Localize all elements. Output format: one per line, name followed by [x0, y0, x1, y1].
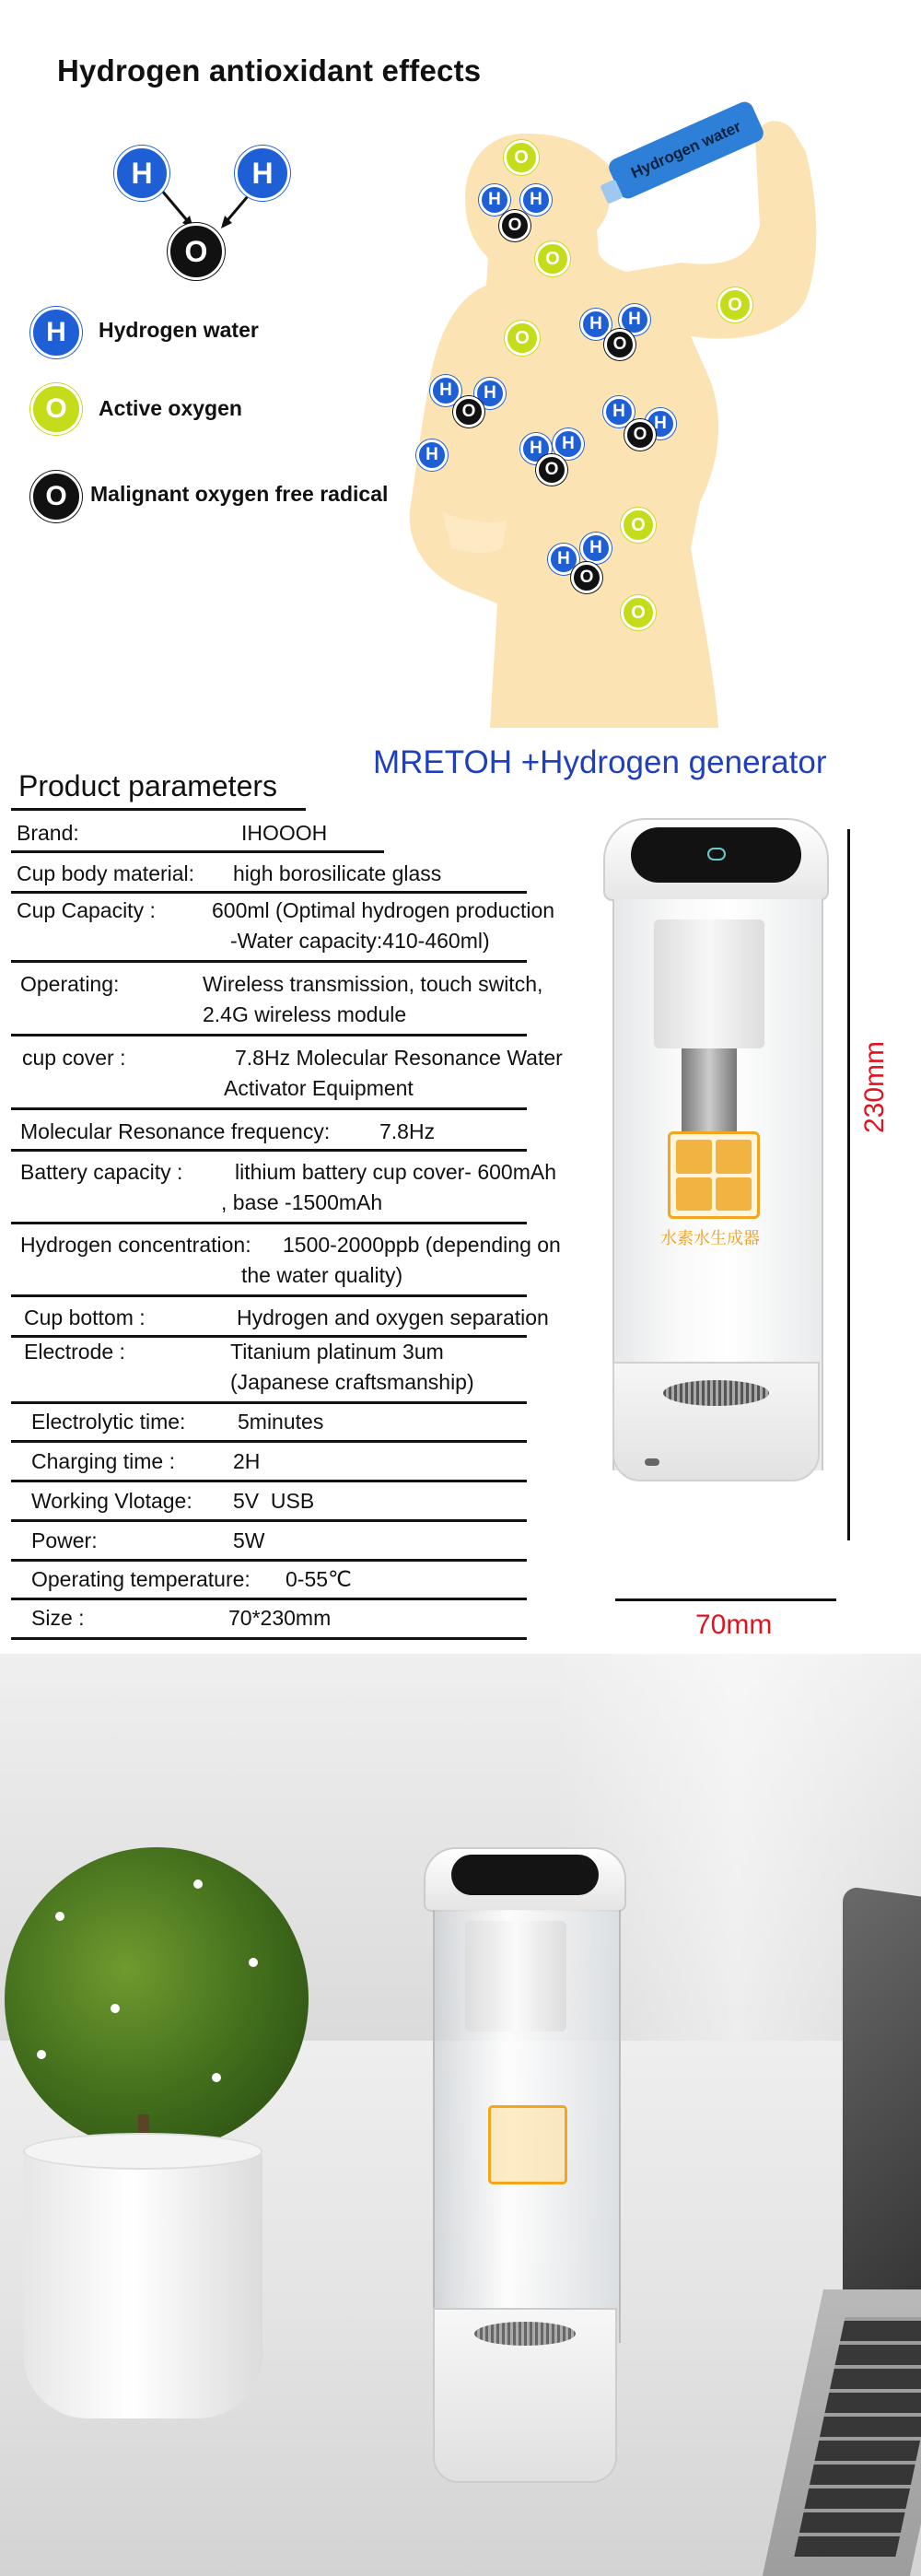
hydrogen-atom: H: [580, 533, 612, 564]
row-divider: [11, 1637, 527, 1640]
lifestyle-photo: [0, 1654, 921, 2576]
infographic-section: [0, 0, 921, 728]
param-value-electrode: Titanium platinum 3um: [230, 1340, 444, 1364]
hydrogen-atom: H: [416, 439, 448, 471]
title-underline: [11, 808, 306, 811]
row-divider: [11, 1107, 527, 1110]
infographic-title: Hydrogen antioxidant effects: [57, 53, 482, 88]
active-oxygen: O: [621, 595, 656, 630]
row-divider: [11, 1559, 527, 1562]
param-label-brand: Brand:: [17, 821, 79, 845]
free-radical: O: [453, 396, 484, 427]
param-label-operating: Operating:: [20, 972, 120, 996]
row-divider: [11, 1222, 527, 1224]
active-oxygen: O: [535, 241, 570, 276]
row-divider: [11, 1480, 527, 1482]
param-value-cup-bottom: Hydrogen and oxygen separation: [237, 1306, 549, 1329]
param-label-capacity: Cup Capacity :: [17, 898, 156, 922]
param-label-cup-cover: cup cover :: [22, 1046, 126, 1070]
row-divider: [11, 1401, 527, 1404]
hydrogen-atom: H: [548, 544, 579, 575]
param-label-voltage: Working Vlotage:: [31, 1489, 192, 1513]
param-label-electrode: Electrode :: [24, 1340, 125, 1364]
row-divider: [11, 1519, 527, 1522]
param-value-concentration: 1500-2000ppb (depending on: [283, 1233, 561, 1257]
param-value-charging: 2H: [233, 1449, 261, 1473]
legend-free-radical-label: Malignant oxygen free radical: [90, 482, 389, 506]
param-value-electrolytic: 5minutes: [238, 1410, 324, 1434]
active-oxygen: O: [505, 321, 540, 356]
param-value-cup-cover-2: Activator Equipment: [224, 1076, 414, 1100]
param-label-size: Size :: [31, 1606, 85, 1630]
hydrogen-atom: H: [580, 309, 612, 340]
param-label-resonance: Molecular Resonance frequency:: [20, 1119, 331, 1143]
param-label-battery: Battery capacity :: [20, 1160, 183, 1184]
hydrogen-atom: H: [603, 396, 635, 427]
param-value-resonance: 7.8Hz: [379, 1119, 436, 1143]
param-value-voltage: 5V USB: [233, 1489, 315, 1513]
plant-pot: [23, 2142, 262, 2418]
cup-logo-text: 水素水生成器: [660, 1229, 760, 1247]
free-radical: O: [571, 562, 602, 593]
hydrogen-atom: H: [520, 184, 552, 216]
legend-active-oxygen-icon: O: [30, 383, 82, 435]
param-label-cup-bottom: Cup bottom :: [24, 1306, 146, 1329]
cup-logo: [668, 1131, 760, 1219]
product-image: [603, 818, 829, 1583]
free-radical: O: [604, 329, 635, 360]
param-label-cup-body: Cup body material:: [17, 861, 195, 885]
param-value-concentration-2: the water quality): [241, 1263, 403, 1287]
hydrogen-atom: H: [479, 184, 510, 216]
free-radical: O: [536, 454, 567, 486]
parameters-title: Product parameters: [18, 769, 278, 802]
active-oxygen: O: [621, 508, 656, 543]
param-value-battery-2: , base -1500mAh: [221, 1190, 383, 1214]
row-divider: [11, 1294, 527, 1297]
param-value-cup-body: high borosilicate glass: [233, 861, 442, 885]
param-value-operating-2: 2.4G wireless module: [203, 1002, 407, 1026]
free-radical: O: [499, 210, 530, 241]
legend-free-radical-icon: O: [30, 471, 82, 522]
parameters-section: [0, 728, 921, 1649]
param-value-power: 5W: [233, 1528, 265, 1552]
param-value-temperature: 0-55℃: [286, 1567, 352, 1591]
height-dimension-line: [847, 829, 850, 1540]
row-divider: [11, 1598, 527, 1600]
param-label-charging: Charging time :: [31, 1449, 175, 1473]
width-dimension-label: 70mm: [695, 1610, 773, 1640]
row-divider: [11, 1440, 527, 1443]
hydrogen-cup: [424, 1847, 626, 2492]
hydrogen-atom: H: [474, 378, 506, 409]
row-divider: [11, 1034, 527, 1036]
row-divider: [11, 891, 527, 894]
bottle-label: Hydrogen water: [628, 117, 744, 182]
hydrogen-atom: H: [645, 408, 676, 439]
hydrogen-atom-right: H: [235, 146, 290, 201]
param-label-electrolytic: Electrolytic time:: [31, 1410, 186, 1434]
param-value-capacity-2: -Water capacity:410-460ml): [230, 929, 490, 953]
hydrogen-atom: H: [430, 375, 461, 406]
param-value-size: 70*230mm: [228, 1606, 332, 1630]
active-oxygen: O: [504, 140, 539, 175]
param-value-cup-cover: 7.8Hz Molecular Resonance Water: [235, 1046, 563, 1070]
row-divider: [11, 1149, 527, 1152]
hydrogen-atom: H: [553, 428, 584, 460]
free-radical: O: [624, 419, 656, 451]
hydrogen-atom-left: H: [114, 146, 169, 201]
hydrogen-atom: H: [619, 304, 650, 335]
param-value-battery: lithium battery cup cover- 600mAh: [235, 1160, 556, 1184]
param-value-capacity: 600ml (Optimal hydrogen production: [212, 898, 555, 922]
param-value-operating: Wireless transmission, touch switch,: [203, 972, 543, 996]
row-divider: [11, 960, 527, 963]
plant-foliage: [5, 1847, 309, 2151]
width-dimension-line: [615, 1598, 836, 1601]
oxygen-atom: O: [168, 223, 225, 280]
param-value-electrode-2: (Japanese craftsmanship): [230, 1370, 474, 1394]
param-label-power: Power:: [31, 1528, 98, 1552]
param-label-concentration: Hydrogen concentration:: [20, 1233, 251, 1257]
laptop-screen: [843, 1886, 921, 2335]
param-label-temperature: Operating temperature:: [31, 1567, 251, 1591]
active-oxygen: O: [717, 287, 752, 322]
legend-active-oxygen-label: Active oxygen: [99, 396, 242, 420]
legend-hydrogen-label: Hydrogen water: [99, 318, 259, 342]
row-divider: [11, 850, 384, 853]
height-dimension-label: 230mm: [859, 1040, 890, 1133]
product-name: MRETOH +Hydrogen generator: [373, 744, 827, 780]
hydrogen-atom: H: [520, 433, 552, 464]
param-value-brand: IHOOOH: [241, 821, 328, 845]
legend-hydrogen-icon: H: [30, 307, 82, 358]
